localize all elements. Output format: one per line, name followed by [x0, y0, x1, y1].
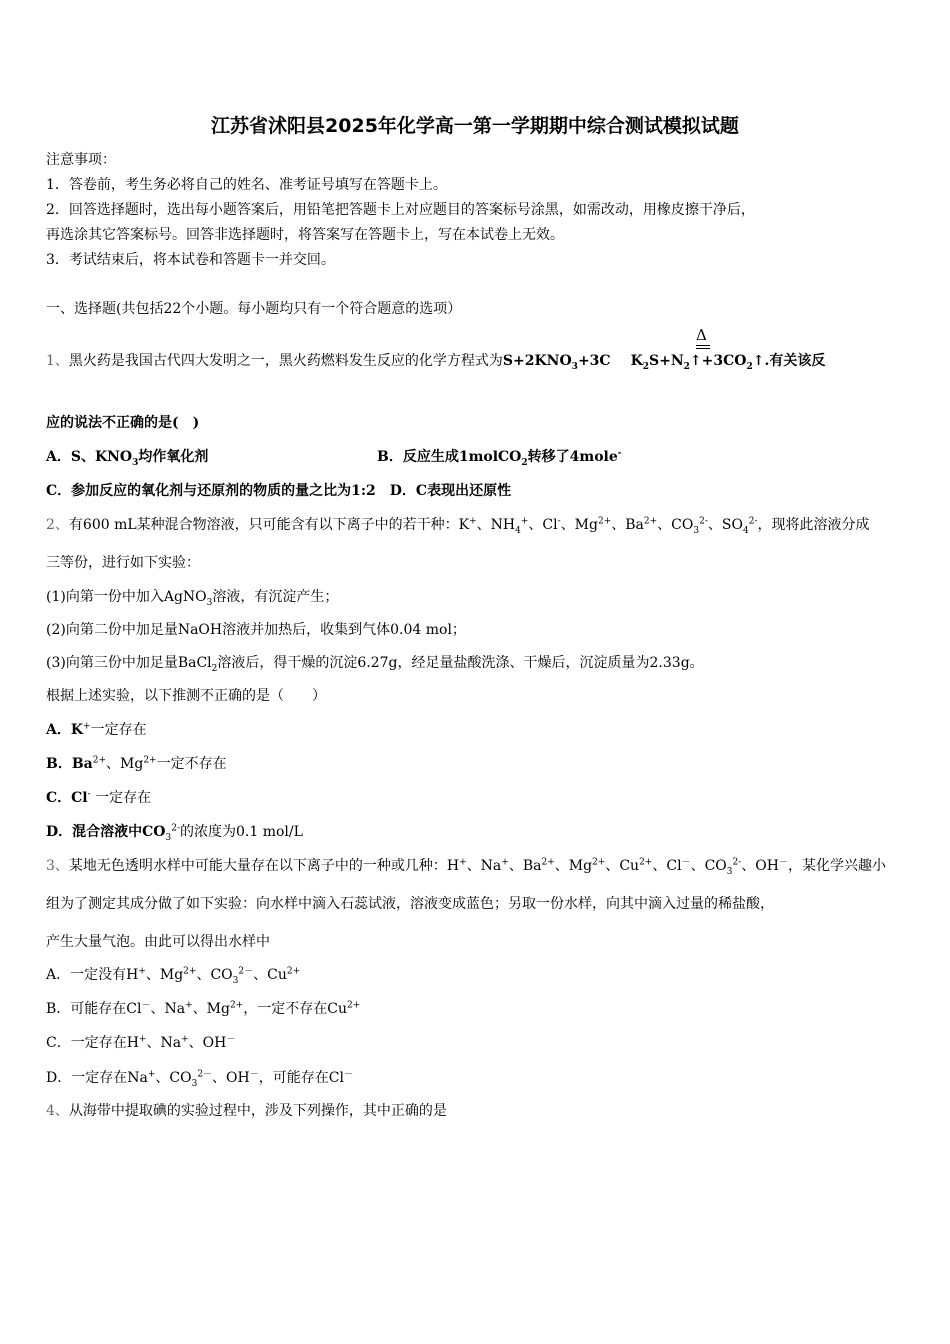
- equation-right: $K_2S+N_2↑+3CO_2↑$.有关该反: [630, 353, 826, 372]
- question-3-stem-cont-1: 组为了测定其成分做了如下实验：向水样中滴入石蕊试液，溶液变成蓝色；另取一份水样，向其中滴入过量的稀盐酸，: [46, 896, 774, 912]
- question-4-number: 4、: [46, 1103, 69, 1119]
- notice-item-3: 3．考试结束后，将本试卷和答题卡一并交回。: [46, 252, 335, 268]
- question-3-number: 3、: [46, 858, 69, 874]
- question-3-stem: 3、某地无色透明水样中可能大量存在以下离子中的一种或几种：H+、Na+、$Ba^{2+}$、$Mg^{2+}$、$Cu^{2+}$、Cl－、$CO_3^{2-}$、OH－，某化学兴趣小: [46, 857, 886, 877]
- question-2-ask: 根据上述实验，以下推测不正确的是（ ）: [46, 688, 326, 704]
- notice-heading: 注意事项：: [46, 152, 116, 168]
- question-1-number: 1、: [46, 353, 69, 369]
- question-1-option-b: B．反应生成1molCO$_2$转移了4mole-: [377, 448, 622, 468]
- question-3-option-b: B．可能存在Cl－、Na+、$Mg^{2+}$，一定不存在$Cu^{2+}$: [46, 1000, 361, 1017]
- question-2-number: 2、: [46, 517, 69, 533]
- question-2-option-c: C．Cl- 一定存在: [46, 789, 152, 806]
- question-1-stem-cont: 应的说法不正确的是( ): [46, 415, 200, 431]
- question-2-experiment-2: (2)向第二份中加足量NaOH溶液并加热后，收集到气体0.04 mol；: [46, 622, 466, 638]
- question-1-stem: [46, 352, 825, 370]
- question-3-option-c: C．一定存在H+、Na+、OH－: [46, 1034, 236, 1051]
- question-3-stem-cont-2: 产生大量气泡。由此可以得出水样中: [46, 934, 270, 950]
- notice-item-2a: 2．回答选择题时，选出每小题答案后，用铅笔把答题卡上对应题目的答案标号涂黑，如需改动，用橡皮擦干净后，: [46, 202, 755, 218]
- section-heading: 一、选择题(共包括22个小题。每小题均只有一个符合题意的选项）: [46, 301, 462, 317]
- heat-delta-symbol: Δ: [696, 326, 707, 344]
- page-title: 江苏省沭阳县2025年化学高一第一学期期中综合测试模拟试题: [211, 115, 739, 137]
- question-2-option-b: B．$Ba^{2+}$、$Mg^{2+}$一定不存在: [46, 755, 227, 772]
- question-2-stem: 2、有600 mL某种混合物溶液，只可能含有以下离子中的若干种：K+、$NH_4^+$、Cl-、$Mg^{2+}$、$Ba^{2+}$、$CO_3^{2-}$、$SO_4^{2-}$，现将此溶液分成: [46, 516, 870, 536]
- question-2-stem-cont: 三等份，进行如下实验：: [46, 555, 200, 571]
- question-1-option-cd: C．参加反应的氧化剂与还原剂的物质的量之比为1:2 D．C表现出还原性: [46, 483, 512, 499]
- question-2-option-d: D．混合溶液中$CO_3^{2-}$的浓度为0.1 mol/L: [46, 823, 303, 843]
- question-3-option-d: D．一定存在Na+、$CO_3^{2-}$、OH－，可能存在Cl－: [46, 1069, 353, 1089]
- equation-bar-top: [696, 345, 710, 346]
- question-2-experiment-1: (1)向第一份中加入AgNO$_3$溶液，有沉淀产生；: [46, 589, 339, 608]
- notice-item-1: 1．答卷前，考生务必将自己的姓名、准考证号填写在答题卡上。: [46, 177, 447, 193]
- equation-bar-bottom: [696, 348, 710, 349]
- question-4-stem: 4、从海带中提取碘的实验过程中，涉及下列操作，其中正确的是: [46, 1103, 447, 1119]
- equation-left: $S+2KNO_3+3C$: [502, 353, 611, 372]
- question-1-text: 黑火药是我国古代四大发明之一，黑火药燃料发生反应的化学方程式为: [68, 353, 503, 369]
- notice-item-2b: 再选涂其它答案标号。回答非选择题时，将答案写在答题卡上，写在本试卷上无效。: [46, 227, 564, 243]
- question-1-option-a: A．S、$KNO_3$均作氧化剂: [46, 449, 209, 468]
- question-2-option-a: A．K+一定存在: [46, 721, 147, 738]
- question-2-experiment-3: (3)向第三份中加足量BaCl$_2$溶液后，得干燥的沉淀6.27g，经足量盐酸洗涤、干燥后，沉淀质量为2.33g。: [46, 655, 704, 674]
- question-3-option-a: A．一定没有H+、$Mg^{2+}$、$CO_3^{2-}$、$Cu^{2+}$: [46, 966, 301, 986]
